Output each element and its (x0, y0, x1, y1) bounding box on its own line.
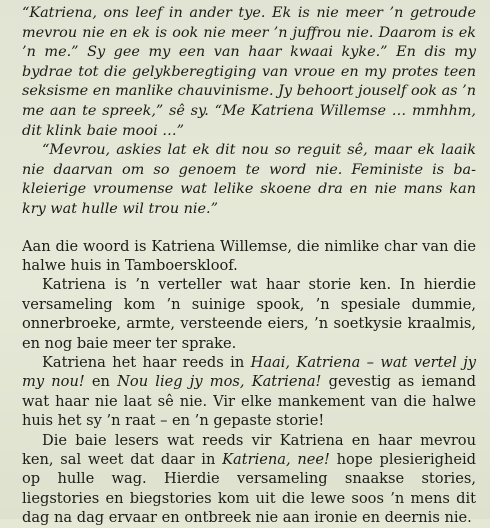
blurb-p4-text-b: hope plesierigheid op hulle wag. Hierdie versameling snaakse stories, liegstories en biegstories kom uit die lewe soos ’n mens dit dag na dag ervaar en ontbreek nie aan ironie en deernis nie. (22, 451, 476, 527)
blurb-p3-text-a: Katriena het haar reeds in (42, 353, 251, 371)
blurb (22, 237, 476, 528)
book-title-nou-lieg-jy-mos: Nou lieg jy mos, Katriena! (117, 373, 322, 391)
blurb-p4-text-a: Die baie lesers wat reeds vir Katriena en haar mevrou ken, sal weet dat daar in (22, 431, 476, 468)
blurb-paragraph-1: Aan die woord is Katriena Willemse, die nimlike char van die halwe huis in Tamboerskloof. (22, 237, 476, 274)
blurb-paragraph-3 (22, 353, 476, 431)
blurb-p3-text-b: en (84, 373, 118, 391)
opening-quote (22, 4, 476, 220)
blurb-paragraph-2: Katriena is ’n verteller wat haar storie ken. In hierdie versameling kom ’n suinige spook, ’n spesiale dummie, onnerbroeke, armte, versteende eiers, ’n soetkysie kraalmis, en nog baie meer ter sprake. (22, 276, 476, 352)
blurb-paragraph-4 (22, 431, 476, 528)
book-title-katriena-nee: Katriena, nee! (222, 451, 330, 468)
quote-paragraph-2: “Mevrou, askies lat ek dit nou so reguit sê, maar ek laaik nie daarvan om so genoem te word nie. Feministe is ba- kleierige vroumense wat lelike skoene dra en nie mans kan kry wat hulle wil trou nie.” (22, 142, 476, 217)
book-title-haai-katriena: Haai, Katriena – wat vertel jy my nou! (22, 353, 476, 391)
blurb-p3-text-c: gevestig as iemand wat haar nie laat sê nie. Vir elke mankement van die halwe huis het sy ’n raat – en ’n gepaste storie! (22, 373, 476, 430)
quote-paragraph-1: “Katriena, ons leef in ander tye. Ek is nie meer ’n getroude mevrou nie en ek is ook nie meer ’n juffrou nie. Daarom is ek ’n me.” Sy gee my een van haar kwaai kyke.” En dis my bydrae tot die gelykberegtiging van vroue en my protes teen seksisme en manlike chauvinisme. Jy behoort jouself ook as ’n me aan te spreek,” sê sy. “Me Katriena Willemse … mmhhm, dit klink baie mooi …” (22, 5, 476, 139)
